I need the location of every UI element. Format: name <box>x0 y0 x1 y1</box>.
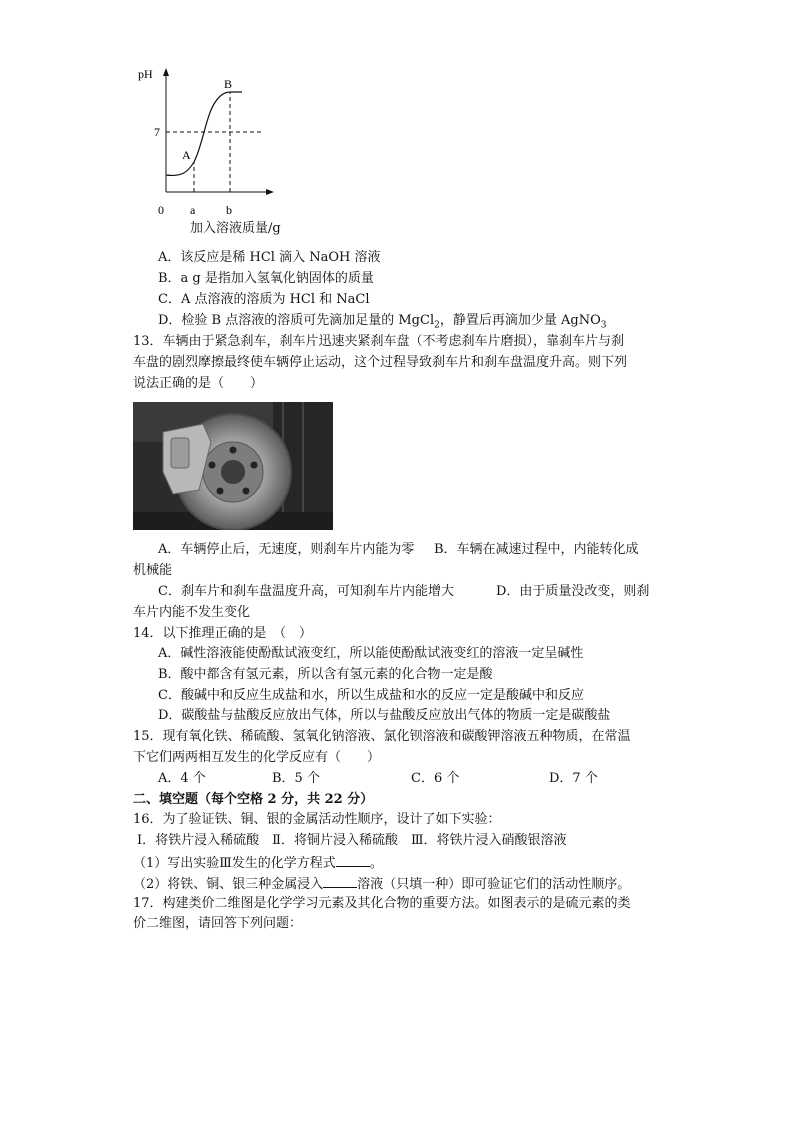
q13-option-c: C．刹车片和刹车盘温度升高，可知刹车片内能增大 <box>158 584 454 599</box>
ph-curve-graph <box>130 62 290 232</box>
q12-option-d-post: ，静置后再滴加少量 AgNO <box>439 313 601 328</box>
q13-stem-line2: 车盘的剧烈摩擦最终使车辆停止运动，这个过程导致刹车片和刹车盘温度升高。则下列 <box>133 355 628 370</box>
q12-option-d-sub2: 3 <box>600 320 607 331</box>
q12-option-d <box>158 312 606 330</box>
q13-option-d-line1: D．由于质量没改变，则刹 <box>496 584 650 599</box>
q12-option-d-sub: 2 <box>434 320 440 331</box>
q17-stem-line2: 价二维图，请回答下列问题： <box>133 916 303 931</box>
q13-stem-line1: 13．车辆由于紧急刹车，刹车片迅速夹紧刹车盘（不考虑刹车片磨损），靠刹车片与刹 <box>133 334 625 349</box>
q14-option-a: A．碱性溶液能使酚酞试液变红，所以能使酚酞试液变红的溶液一定呈碱性 <box>158 646 584 661</box>
q13-stem-line3: 说法正确的是（ ） <box>133 376 264 391</box>
q16-part1-text: （1）写出实验Ⅲ发生的化学方程式 <box>133 856 336 871</box>
y-axis-arrow <box>163 68 169 76</box>
q12-option-b: B．a g 是指加入氢氧化钠固体的质量 <box>158 271 374 286</box>
q13-option-b-line2: 机械能 <box>133 563 173 578</box>
q14-stem: 14．以下推理正确的是 （ ） <box>133 626 313 641</box>
q16-part2 <box>133 874 630 894</box>
y-axis-label: pH <box>138 67 153 81</box>
q13-option-a: A．车辆停止后，无速度，则刹车片内能为零 <box>158 542 415 557</box>
q16-experiments: Ⅰ．将铁片浸入稀硫酸 Ⅱ．将铜片浸入稀硫酸 Ⅲ．将铁片浸入硝酸银溶液 <box>137 833 567 848</box>
q12-option-a: A．该反应是稀 HCl 滴入 NaOH 溶液 <box>158 250 381 265</box>
x-axis-label: 加入溶液质量/g <box>190 221 281 236</box>
q15-stem-line2: 下它们两两相互发生的化学反应有（ ） <box>133 750 381 765</box>
point-b-label: B <box>224 77 233 91</box>
q16-part2-blank[interactable] <box>323 874 357 888</box>
q16-part1 <box>133 853 383 873</box>
brake-disc-photo <box>133 402 333 530</box>
q16-part2-end: 溶液（只填一种）即可验证它们的活动性顺序。 <box>357 877 631 892</box>
q14-option-c: C．酸碱中和反应生成盐和水，所以生成盐和水的反应一定是酸碱中和反应 <box>158 688 584 703</box>
q16-part1-end: 。 <box>369 856 383 871</box>
tick-b-label: b <box>226 203 232 217</box>
q15-option-b: B．5 个 <box>272 771 320 786</box>
q14-option-d: D．碳酸盐与盐酸反应放出气体，所以与盐酸反应放出气体的物质一定是碳酸盐 <box>158 708 611 723</box>
point-a-label: A <box>182 148 191 162</box>
tick-a-label: a <box>190 203 196 217</box>
q16-part1-blank[interactable] <box>336 853 370 867</box>
q15-option-a: A．4 个 <box>158 771 206 786</box>
x-axis-arrow <box>266 189 274 195</box>
q12-option-d-pre: D．检验 B 点溶液的溶质可先滴加足量的 MgCl <box>158 313 435 328</box>
q15-option-d: D．7 个 <box>549 771 598 786</box>
section-heading: 二、填空题（每个空格 2 分，共 22 分） <box>133 792 374 807</box>
q15-option-c: C．6 个 <box>411 771 460 786</box>
q13-option-d-line2: 车片内能不发生变化 <box>133 605 251 620</box>
ph7-label: 7 <box>154 125 160 139</box>
q13-option-b-line1: B．车辆在减速过程中，内能转化成 <box>434 542 639 557</box>
q12-option-c: C．A 点溶液的溶质为 HCl 和 NaCl <box>158 292 370 307</box>
q17-stem-line1: 17．构建类价二维图是化学学习元素及其化合物的重要方法。如图表示的是硫元素的类 <box>133 896 631 911</box>
q15-stem-line1: 15．现有氧化铁、稀硫酸、氢氧化钠溶液、氯化钡溶液和碳酸钾溶液五种物质，在常温 <box>133 729 631 744</box>
q14-option-b: B．酸中都含有氢元素，所以含有氢元素的化合物一定是酸 <box>158 667 493 682</box>
q16-stem: 16．为了验证铁、铜、银的金属活动性顺序，设计了如下实验： <box>133 812 501 827</box>
origin-label: 0 <box>158 203 164 217</box>
q16-part2-text: （2）将铁、铜、银三种金属浸入 <box>133 877 324 892</box>
ph-curve <box>166 92 242 175</box>
